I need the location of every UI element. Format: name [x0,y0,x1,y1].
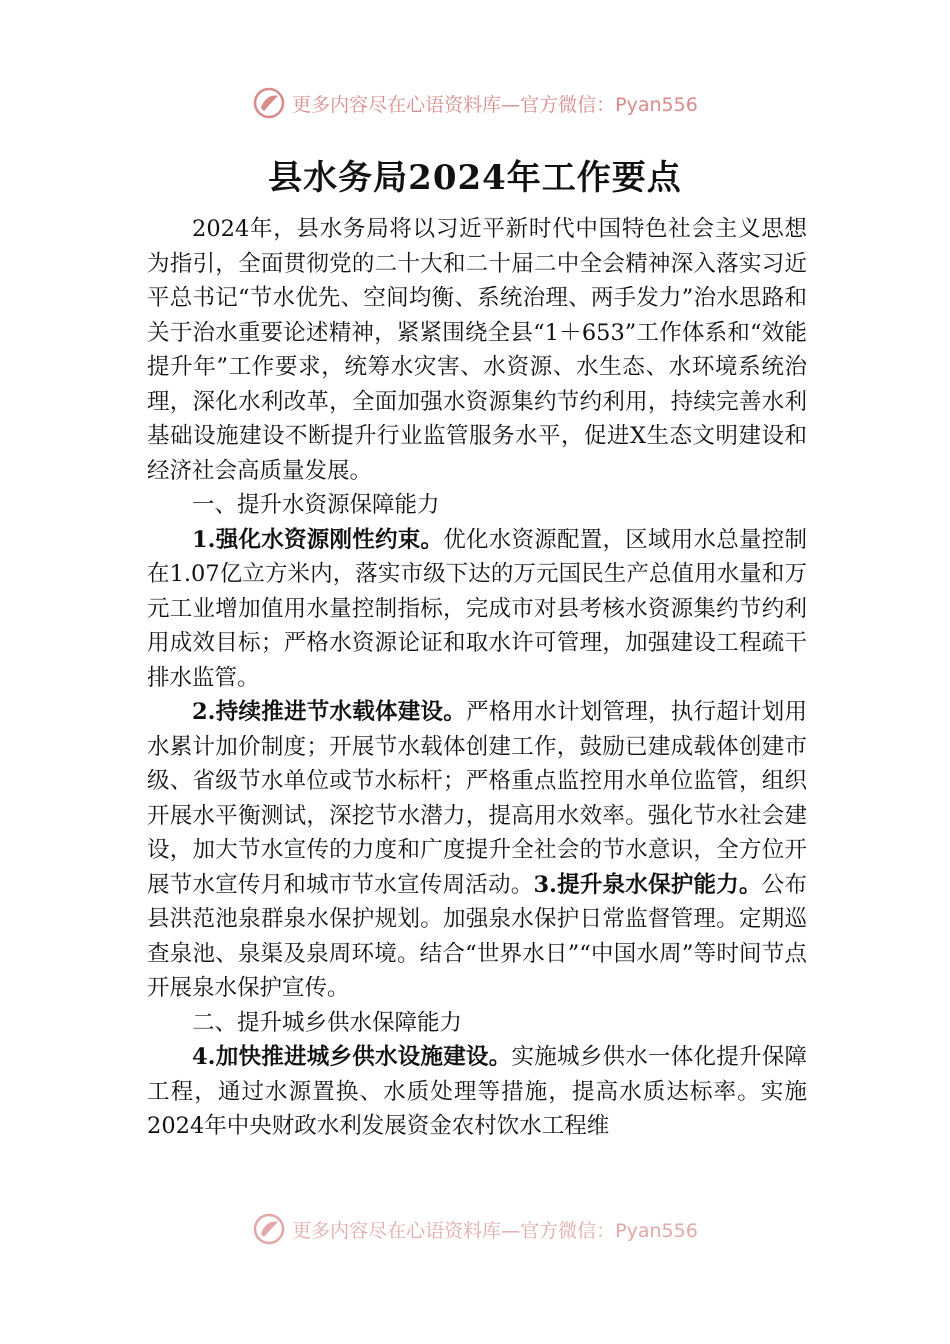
intro-paragraph: 2024年，县水务局将以习近平新时代中国特色社会主义思想为指引，全面贯彻党的二十大和二十届二中全会精神深入落实习近平总书记“节水优先、空间均衡、系统治理、两手发力”治水思路和关于治水重要论述精神，紧紧围绕全县“1＋653”工作体系和“效能提升年”工作要求，统筹水灾害、水资源、水生态、水环境系统治理，深化水利改革，全面加强水资源集约节约利用，持续完善水利基础设施建设不断提升行业监管服务水平，促进X生态文明建设和经济社会高质量发展。 [147,216,807,484]
watermark-header [0,86,950,120]
section-heading-1: 一、提升水资源保障能力 [192,492,440,518]
watermark-logo-icon [252,1212,286,1246]
item-lead-4: 4.加快推进城乡供水设施建设。 [192,1044,512,1070]
document-title: 县水务局2024年工作要点 [268,158,682,198]
watermark-text: 更多内容尽在心语资料库—官方微信：Pyan556 [292,93,698,116]
item-lead-2: 2.持续推进节水载体建设。 [192,699,466,725]
item-lead-3: 3.提升泉水保护能力。 [533,871,762,898]
item-text-2: 严格用水计划管理，执行超计划用水累计加价制度；开展节水载体创建工作，鼓励已建成载体创建市级、省级节水单位或节水标杆；严格重点监控用水单位监管，组织开展水平衡测试，深挖节水潜力，提高用水效率。强化节水社会建设，加大节水宣传的力度和广度提升全社会的节水意识，全方位开展节水宣传月和城市节水宣传周活动。 [147,699,807,898]
document-body [147,212,807,1144]
watermark-text: 更多内容尽在心语资料库—官方微信：Pyan556 [292,1219,698,1242]
item-text-1: 优化水资源配置，区域用水总量控制在1.07亿立方米内，落实市级下达的万元国民生产总值用水量和万元工业增加值用水量控制指标，完成市对县考核水资源集约节约利用成效目标；严格水资源论证和取水许可管理，加强建设工程疏干排水监管。 [147,526,807,691]
item-paragraph-4 [147,1040,807,1144]
item-text-4: 实施城乡供水一体化提升保障工程，通过水源置换、水质处理等措施，提高水质达标率。实施2024年中央财政水利发展资金农村饮水工程维 [147,1044,807,1139]
section-heading-2: 二、提升城乡供水保障能力 [192,1009,463,1036]
item-text-3: 公布县洪范池泉群泉水保护规划。加强泉水保护日常监督管理。定期巡查泉池、泉渠及泉周环境。结合“世界水日”“中国水周”等时间节点开展泉水保护宣传。 [147,871,807,1001]
item-lead-1: 1.强化水资源刚性约束。 [192,526,444,553]
item-paragraph-2 [147,695,807,1006]
item-paragraph-1 [147,523,807,696]
watermark-footer [0,1212,950,1246]
watermark-logo-icon [252,86,286,120]
